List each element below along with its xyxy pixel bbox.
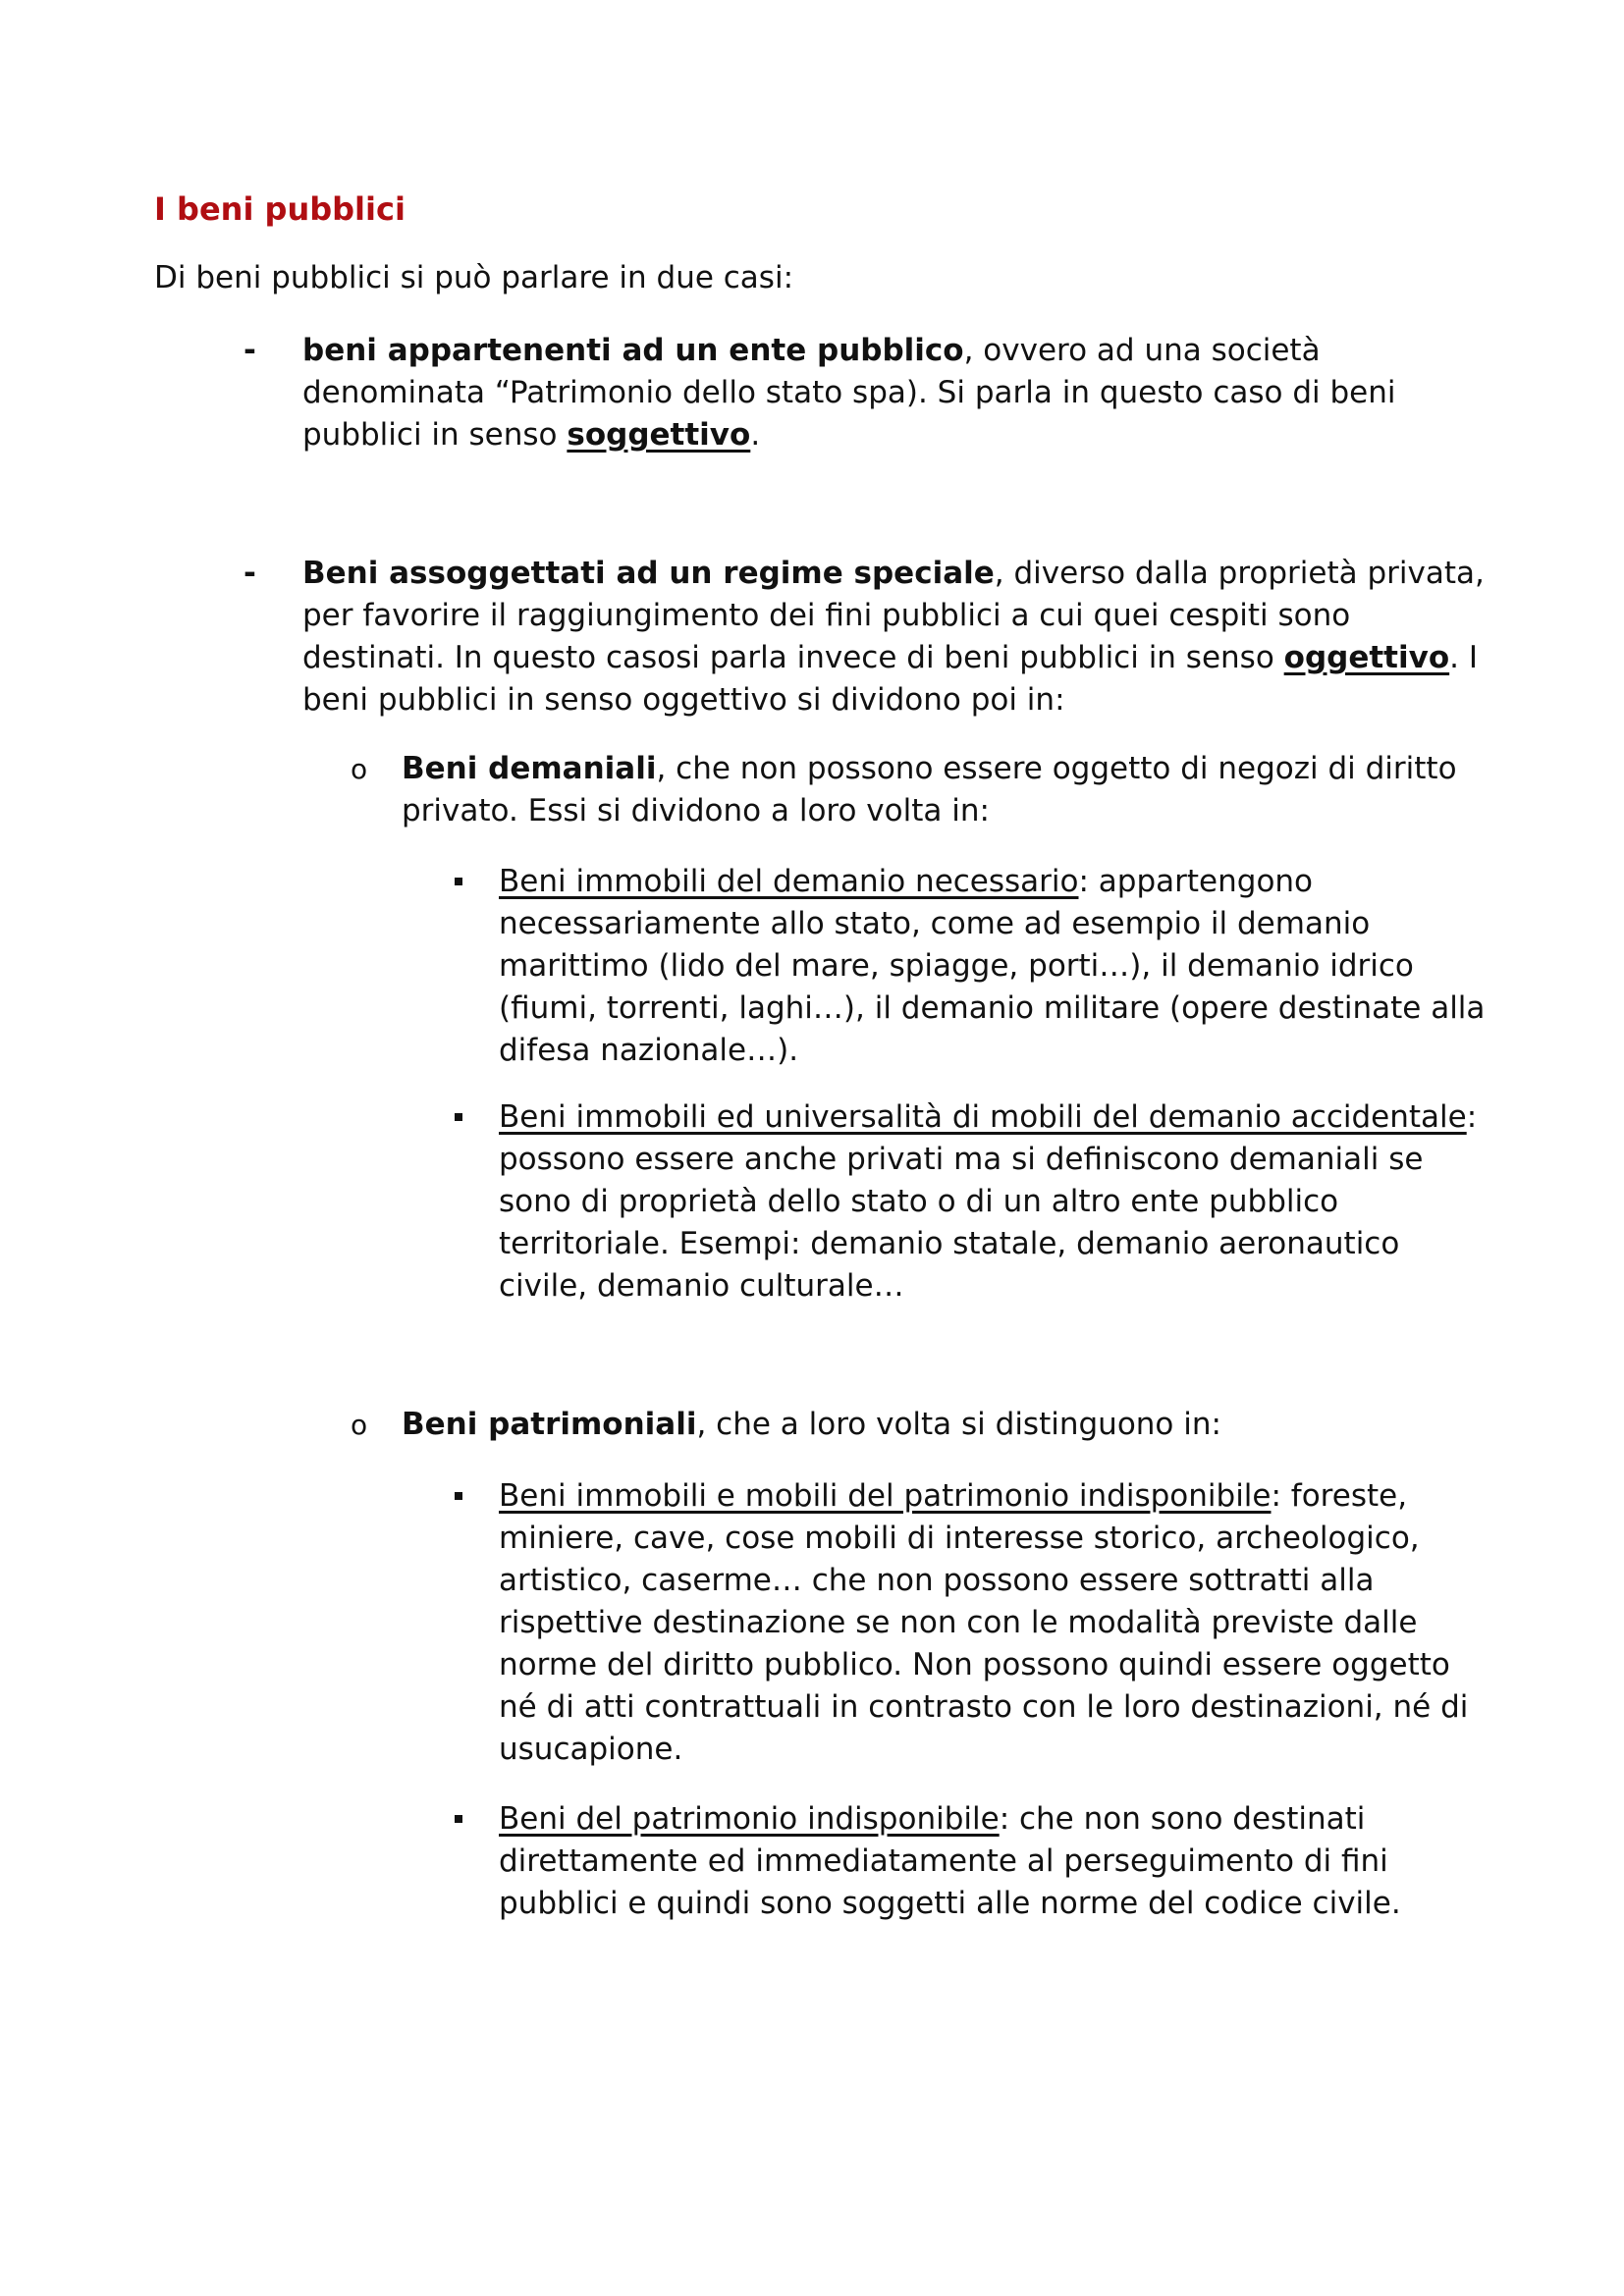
underlined-term: Beni immobili del demanio necessario (499, 864, 1079, 899)
square-bullet-icon (455, 1815, 462, 1823)
list-item-text: beni appartenenti ad un ente pubblico, ovvero ad una società denominata “Patrimonio dello stato spa). Si parla in questo caso di beni pubblici in senso soggettivo. (302, 333, 1396, 453)
underlined-term: Beni immobili e mobili del patrimonio indisponibile (499, 1478, 1272, 1514)
emphasis-term: oggettivo (1283, 640, 1450, 675)
square-bullet-icon (455, 1492, 462, 1500)
intro-paragraph: Di beni pubblici si può parlare in due casi: (154, 260, 794, 295)
emphasis-term: soggettivo (567, 417, 751, 453)
circle-marker: o (351, 1409, 368, 1441)
sub-list-item-text: Beni patrimoniali, che a loro volta si distinguono in: (402, 1407, 1221, 1442)
bold-term: beni appartenenti ad un ente pubblico (302, 333, 964, 368)
nested-list-item-text: Beni immobili e mobili del patrimonio indisponibile: foreste, miniere, cave, cose mobili di interesse storico, archeologico, artistico, caserme… che non possono essere sottratti alla rispettive destinazione se non con le modalità previste dalle norme del diritto pubblico. Non possono quindi essere oggetto né di atti contrattuali in contrasto con le loro destinazioni, né di usucapione. (499, 1478, 1469, 1767)
nested-list-item-text: Beni immobili ed universalità di mobili del demanio accidentale: possono essere anche privati ma si definiscono demaniali se sono di proprietà dello stato o di un altro ente pubblico territoriale. Esempi: demanio statale, demanio aeronautico civile, demanio culturale… (499, 1099, 1478, 1304)
nested-list-item-text: Beni del patrimonio indisponibile: che non sono destinati direttamente ed immediatamente al perseguimento di fini pubblici e quindi sono soggetti alle norme del codice civile. (499, 1801, 1401, 1921)
list-item-text: Beni assoggettati ad un regime speciale, diverso dalla proprietà privata, per favorire il raggiungimento dei fini pubblici a cui quei cespiti sono destinati. In questo casosi parla invece di beni pubblici in senso oggettivo. I beni pubblici in senso oggettivo si dividono poi in: (302, 556, 1485, 718)
square-bullet-icon (455, 878, 462, 885)
bold-term: Beni patrimoniali (402, 1407, 697, 1442)
bold-term: Beni assoggettati ad un regime speciale (302, 556, 995, 591)
sub-list-item-text: Beni demaniali, che non possono essere oggetto di negozi di diritto privato. Essi si dividono a loro volta in: (402, 751, 1457, 828)
dash-marker: - (244, 333, 256, 368)
underlined-term: Beni del patrimonio indisponibile (499, 1801, 1000, 1837)
page-title: I beni pubblici (154, 190, 406, 228)
nested-list-item-text: Beni immobili del demanio necessario: appartengono necessariamente allo stato, come ad esempio il demanio marittimo (lido del mare, spiagge, porti…), il demanio idrico (fiumi, torrenti, laghi…), il demanio militare (opere destinate alla difesa nazionale…). (499, 864, 1486, 1068)
dash-marker: - (244, 556, 256, 591)
square-bullet-icon (455, 1113, 462, 1121)
bold-term: Beni demaniali (402, 751, 657, 786)
circle-marker: o (351, 753, 368, 785)
underlined-term: Beni immobili ed universalità di mobili del demanio accidentale (499, 1099, 1467, 1135)
